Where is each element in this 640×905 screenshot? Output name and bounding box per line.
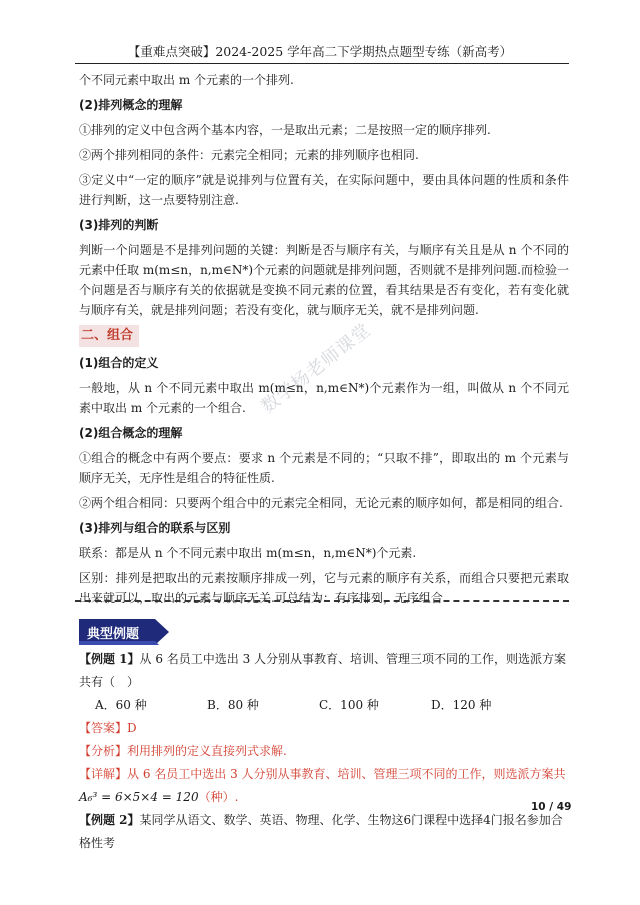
example-1-text: 从 6 名员工中选出 3 人分别从事教育、培训、管理三项不同的工作，则选派方案共有（ ） [79,652,567,689]
example-2-tag: 【例题 2】 [79,813,140,827]
example-1-detail [79,763,569,786]
heading-perm-judge: (3)排列的判断 [79,218,159,232]
example-1-tag: 【例题 1】 [79,652,140,666]
analysis-text: 利用排列的定义直接列式求解. [127,744,287,758]
perm-concept-1: ①排列的定义中包含两个基本内容，一是取出元素；二是按照一定的顺序排列. [79,123,491,137]
example-1-question [79,648,569,694]
page-number: 10 / 49 [531,801,572,813]
heading-comb-concept: (2)组合概念的理解 [79,426,183,440]
example-1-formula-line [79,786,569,809]
main-content [79,70,569,613]
example-1-options [79,694,569,717]
heading-comb-def: (1)组合的定义 [79,356,159,370]
example-2-question [79,809,569,855]
formula: A₆³ = 6×5×4 = 120 [79,790,199,804]
detail-text: 从 6 名员工中选出 3 人分别从事教育、培训、管理三项不同的工作，则选派方案共 [127,767,566,781]
heading-perm-concept: (2)排列概念的理解 [79,98,183,112]
perm-concept-3: ③定义中“一定的顺序”就是说排列与位置有关，在实际问题中，要由具体问题的性质和条件进行判断，这一点要特别注意. [79,173,569,207]
example-1-answer [79,717,569,740]
perm-concept-2: ②两个排列相同的条件：元素完全相同；元素的排列顺序也相同. [79,148,419,162]
comb-concept-2: ②两个组合相同：只要两个组合中的元素完全相同，无论元素的顺序如何，都是相同的组合. [79,496,563,510]
examples [79,648,572,855]
formula-unit: （种）. [198,790,239,804]
relation-2: 区别：排列是把取出的元素按顺序排成一列，它与元素的顺序有关系，而组合只要把元素取出来就可以，取出的元素与顺序无关.可总结为：有序排列，无序组合. [79,571,569,605]
option-b: B．80 种 [207,698,259,712]
header-rule [75,63,569,64]
answer-tag: 【答案】 [79,721,128,735]
option-d: D．120 种 [431,698,492,712]
option-c: C．100 种 [319,698,379,712]
section-title-combination: 二、组合 [79,325,139,347]
analysis-tag: 【分析】 [79,744,128,758]
section-divider [75,600,569,602]
comb-concept-1: ①组合的概念中有两个要点：要求 n 个元素是不同的；“只取不排”，即取出的 m 个元素与顺序无关，无序性是组合的特征性质. [79,451,569,485]
page-header: 【重难点突破】2024-2025 学年高二下学期热点题型专练（新高考） [127,44,513,59]
typical-examples-banner [79,619,169,645]
comb-def: 一般地，从 n 个不同元素中取出 m(m≤n，n,m∈N*)个元素作为一组，叫做从 n 个不同元素中取出 m 个元素的一个组合. [79,381,569,415]
option-a: A．60 种 [95,698,147,712]
paragraph-perm-def-end: 个不同元素中取出 m 个元素的一个排列. [79,73,294,87]
perm-judge: 判断一个问题是不是排列问题的关键：判断是否与顺序有关，与顺序有关且是从 n 个不同的元素中任取 m(m≤n，n,m∈N*)个元素的问题就是排列问题，否则就不是排列问题.而检验一个问题是否与顺序有关的依据就是变换不同元素的位置，看其结果是否有变化，若有变化就与顺序有关，就是排列问题；若没有变化，就与顺序无关，就不是排列问题. [79,243,569,317]
relation-1: 联系：都是从 n 个不同元素中取出 m(m≤n，n,m∈N*)个元素. [79,546,417,560]
example-2-text: 某同学从语文、数学、英语、物理、化学、生物这6门课程中选择4门报名参加合格性考 [79,813,563,850]
answer-value: D [127,721,137,735]
detail-tag: 【详解】 [79,767,128,781]
example-1-analysis [79,740,569,763]
banner-label: 典型例题 [87,627,140,642]
watermark: 数学杨老师课堂 [257,319,376,418]
heading-relation: (3)排列与组合的联系与区别 [79,521,231,535]
